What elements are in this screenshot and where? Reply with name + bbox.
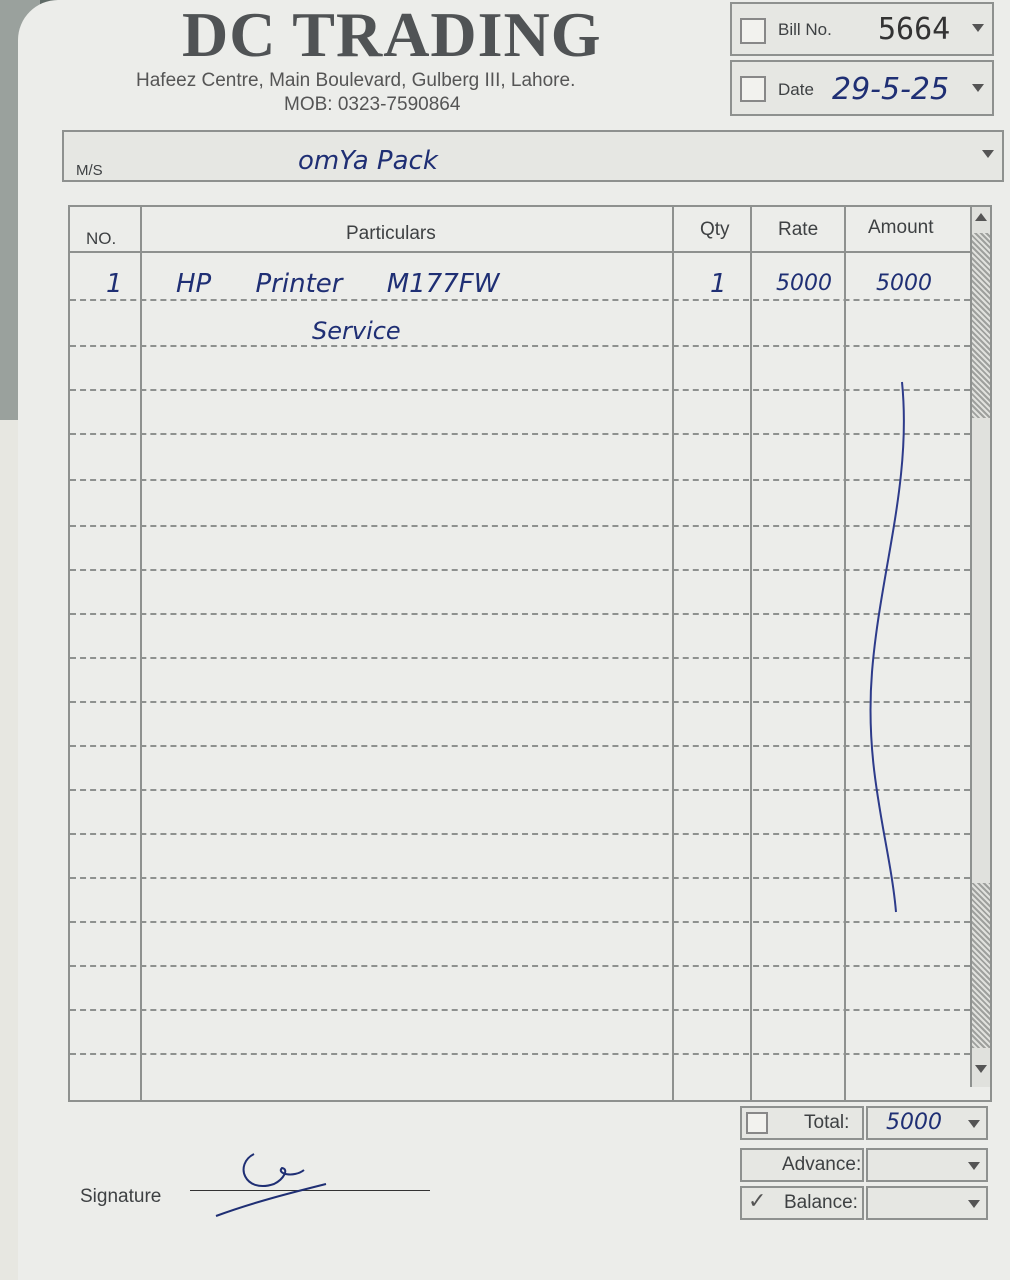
chevron-down-icon — [968, 1200, 980, 1208]
scroll-hatch — [972, 883, 990, 1048]
row-line — [70, 345, 970, 347]
row-line — [70, 569, 970, 571]
image-icon — [740, 18, 766, 44]
check-icon: ✓ — [748, 1188, 767, 1213]
scroll-up-icon[interactable] — [975, 213, 987, 221]
row-line — [70, 613, 970, 615]
row-line — [70, 789, 970, 791]
header-divider — [70, 251, 970, 253]
row1-amount: 5000 — [876, 271, 932, 296]
bill-no-value: 5664 — [878, 12, 951, 47]
signature-label: Signature — [80, 1186, 162, 1207]
scroll-down-icon[interactable] — [975, 1065, 987, 1073]
row-line — [70, 877, 970, 879]
calendar-icon — [740, 76, 766, 102]
advance-label: Advance: — [782, 1154, 862, 1175]
company-mobile: MOB: 0323-7590864 — [284, 94, 461, 115]
balance-field[interactable] — [866, 1186, 988, 1220]
date-label: Date — [778, 80, 814, 99]
row-line — [70, 433, 970, 435]
total-value: 5000 — [886, 1110, 942, 1135]
row-line — [70, 299, 970, 301]
row-line — [70, 657, 970, 659]
chevron-down-icon — [968, 1162, 980, 1170]
col-header-rate: Rate — [778, 219, 819, 240]
row-line — [70, 525, 970, 527]
col-header-qty: Qty — [700, 219, 730, 240]
col-header-no: NO. — [86, 229, 117, 248]
row-line — [70, 965, 970, 967]
col-header-amount: Amount — [868, 217, 934, 238]
row-line — [70, 479, 970, 481]
balance-label-box — [740, 1186, 864, 1220]
company-address: Hafeez Centre, Main Boulevard, Gulberg III, Lahore. — [136, 70, 576, 91]
particulars-table — [68, 205, 992, 1102]
chevron-down-icon — [972, 24, 984, 32]
advance-field[interactable] — [866, 1148, 988, 1182]
row1-no: 1 — [106, 269, 123, 299]
signature-scribble — [214, 1144, 334, 1224]
strike-line — [850, 372, 930, 932]
customer-value: omYa Pack — [298, 146, 438, 176]
chevron-down-icon — [968, 1120, 980, 1128]
date-field[interactable] — [730, 60, 994, 116]
row-line — [70, 1009, 970, 1011]
row1-qty: 1 — [710, 269, 727, 299]
balance-label: Balance: — [784, 1192, 858, 1213]
chevron-down-icon — [972, 84, 984, 92]
total-field[interactable] — [866, 1106, 988, 1140]
company-name: DC TRADING — [182, 0, 602, 70]
customer-field[interactable] — [62, 130, 1004, 182]
col-header-particulars: Particulars — [346, 223, 436, 244]
row-line — [70, 389, 970, 391]
row-line — [70, 745, 970, 747]
total-label: Total: — [804, 1112, 850, 1133]
row1-rate: 5000 — [776, 271, 832, 296]
bill-no-field[interactable] — [730, 2, 994, 56]
bill-no-label: Bill No. — [778, 20, 832, 39]
row2-particulars: Service — [312, 317, 401, 345]
total-label-box — [740, 1106, 864, 1140]
chevron-down-icon — [982, 150, 994, 158]
row-line — [70, 921, 970, 923]
row-line — [70, 1053, 970, 1055]
scroll-hatch — [972, 233, 990, 418]
customer-label: M/S — [76, 162, 103, 179]
calculator-icon — [746, 1112, 768, 1134]
invoice-paper — [18, 0, 1010, 1280]
row-line — [70, 701, 970, 703]
row-line — [70, 833, 970, 835]
advance-label-box — [740, 1148, 864, 1182]
table-scrollbar[interactable] — [970, 207, 990, 1087]
row1-particulars: HP Printer M177FW — [176, 269, 500, 299]
date-value: 29-5-25 — [832, 72, 950, 107]
